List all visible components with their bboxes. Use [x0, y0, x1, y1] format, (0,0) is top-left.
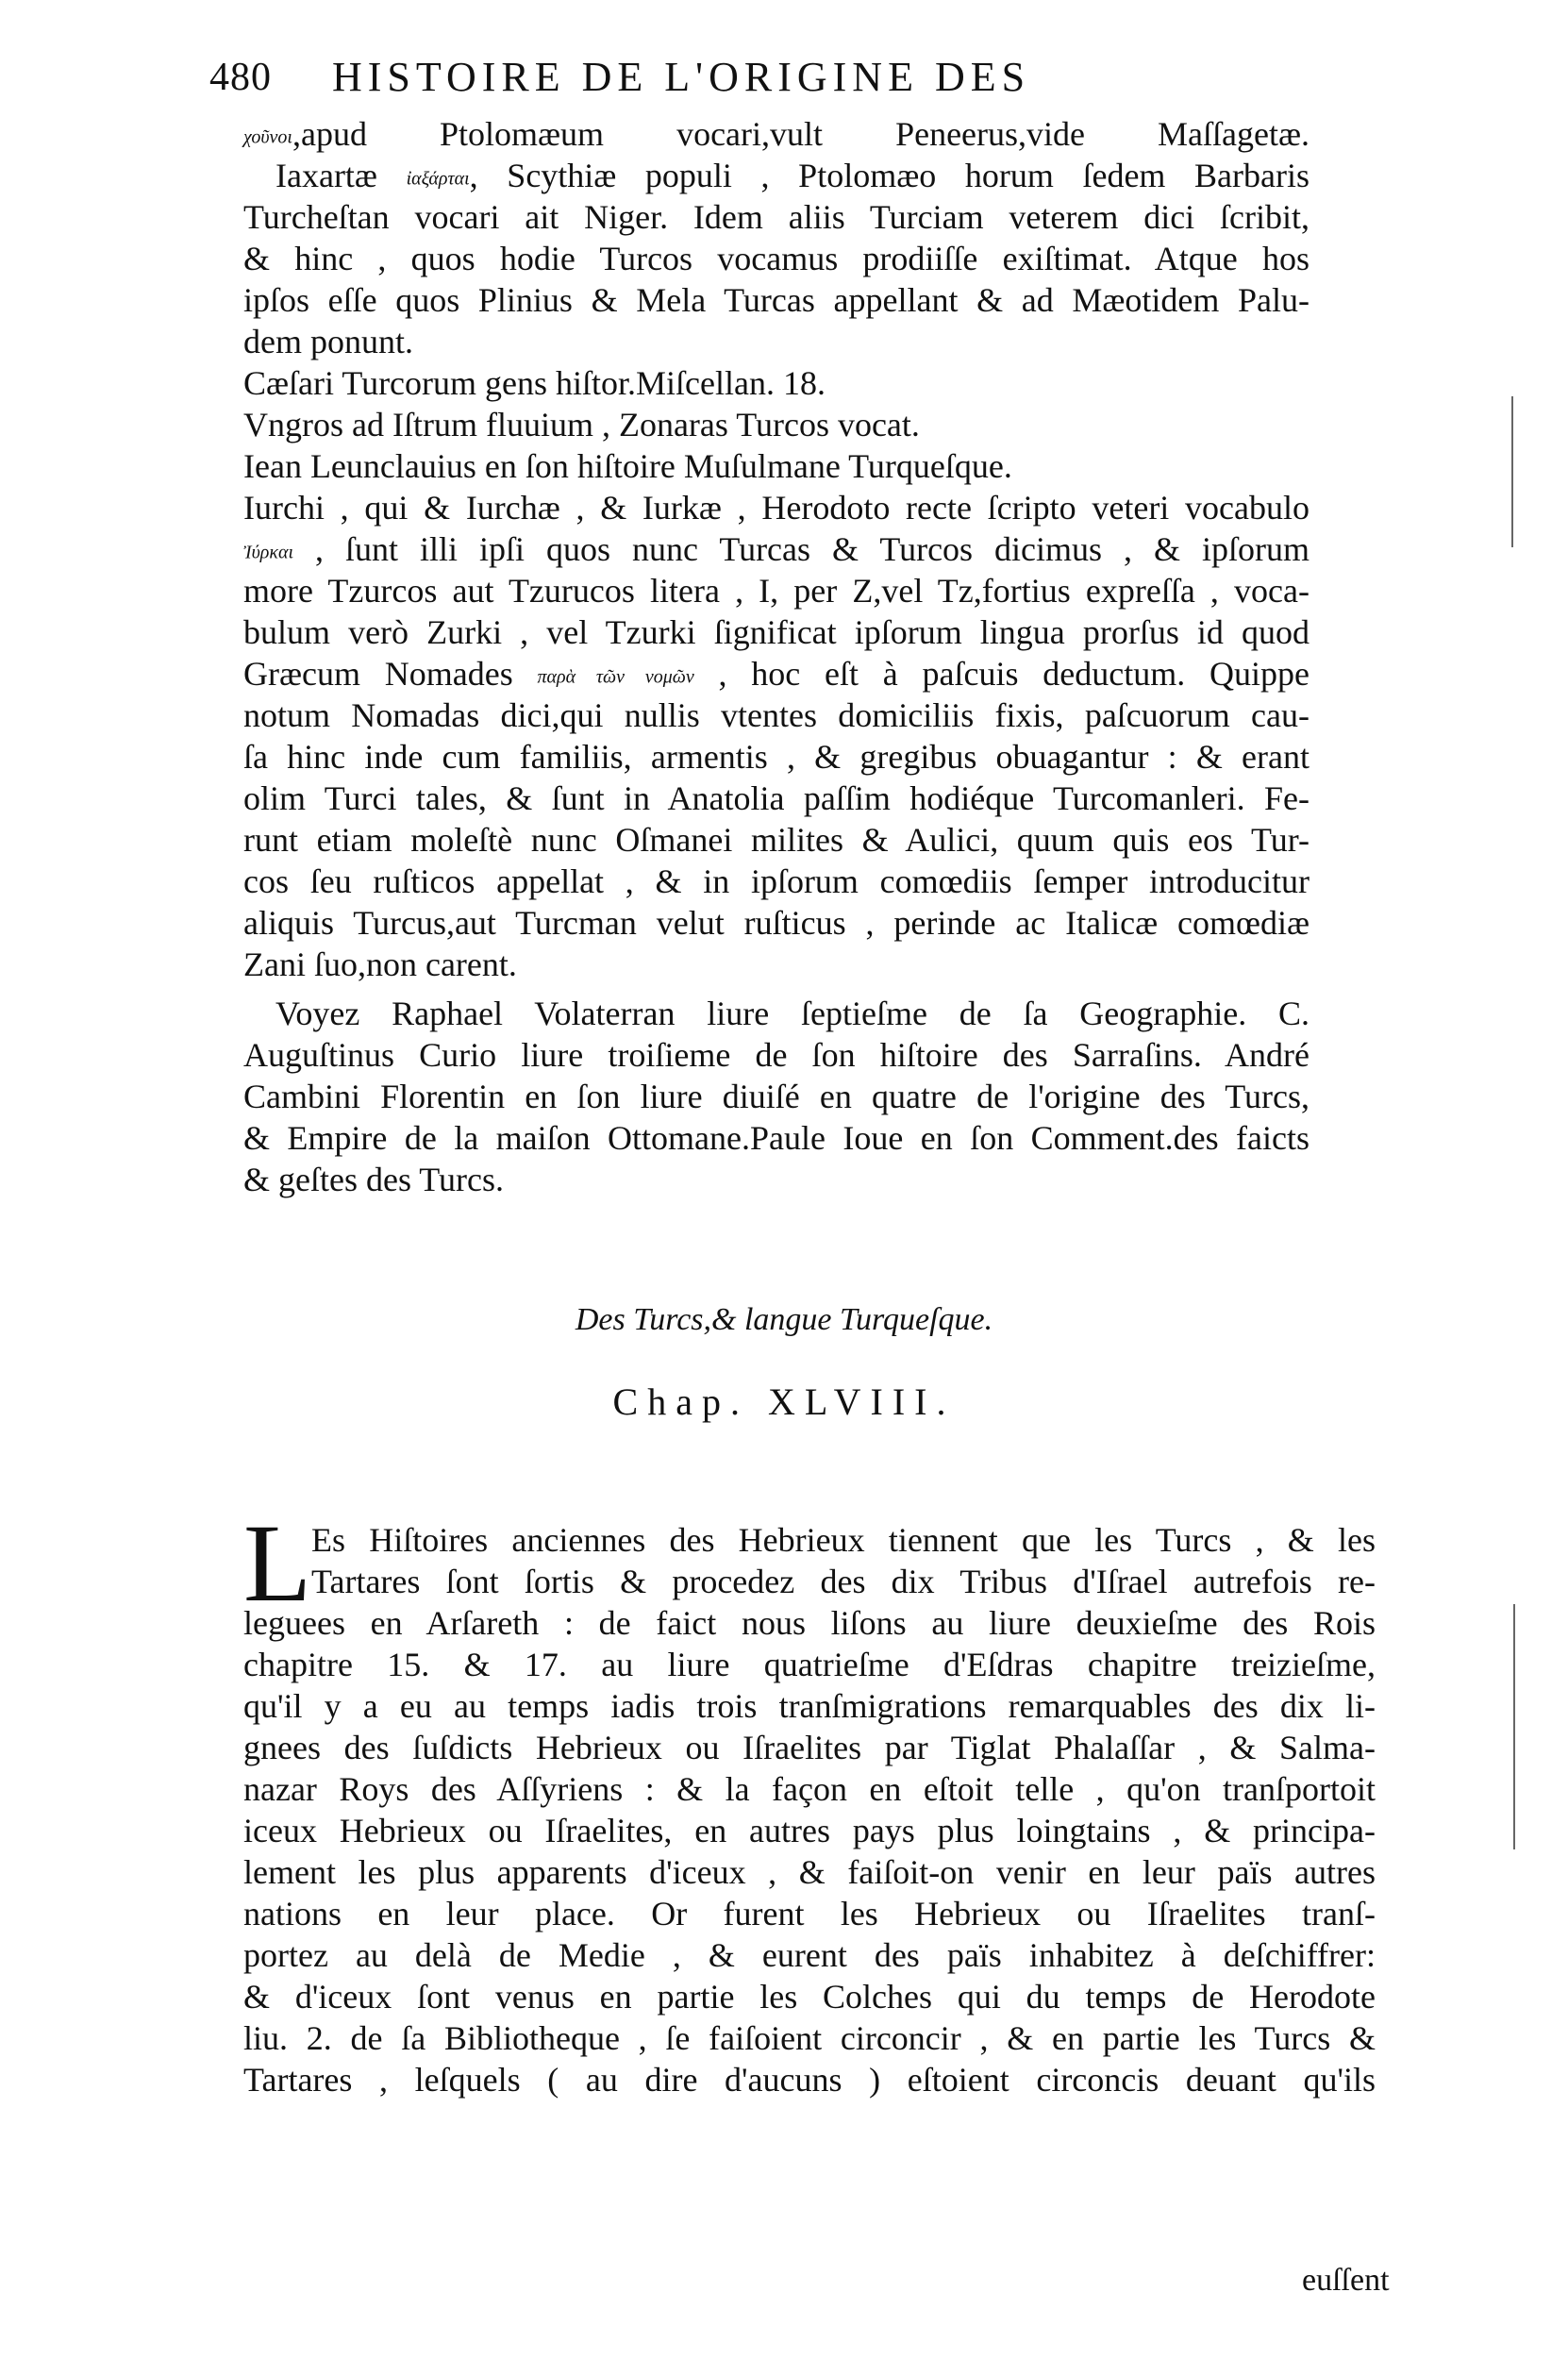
entry-line: bulum verò Zurki , vel Tzurki ſignificat ipſorum lingua prorſus id quod [243, 613, 1309, 651]
entry-line: Cæſari Turcorum gens hiſtor.Miſcellan. 18. [243, 364, 826, 402]
chapter-line: Es Hiſtoires anciennes des Hebrieux tiennent que les Turcs , & les [311, 1521, 1376, 1559]
entry-line: Iaxartæ ἰαξάρται, Scythiæ populi , Ptolomæo horum ſedem Barbaris [275, 157, 1309, 194]
entry-line: notum Nomadas dici,qui nullis vtentes domiciliis fixis, paſcuorum cau- [243, 696, 1309, 734]
entry-line: ſa hinc inde cum familiis, armentis , & gregibus obuagantur : & erant [243, 738, 1309, 776]
chapter-line: nazar Roys des Aſſyriens : & la façon en eſtoit telle , qu'on tranſportoit [243, 1770, 1376, 1808]
chapter-heading: Chap. XLVIII. [612, 1380, 956, 1423]
entry-line: Vngros ad Iſtrum fluuium , Zonaras Turcos vocat. [243, 406, 920, 443]
entry-line: olim Turci tales, & ſunt in Anatolia paſſim hodiéque Turcomanleri. Fe- [243, 779, 1309, 817]
chapter-line: lement les plus apparents d'iceux , & faiſoit-on venir en leur païs autres [243, 1853, 1376, 1891]
page-number: 480 [209, 56, 272, 99]
chapter-line: qu'il y a eu au temps iadis trois tranſmigrations remarquables des dix li- [243, 1687, 1376, 1725]
entry-line: Iean Leunclauius en ſon hiſtoire Muſulmane Turqueſque. [243, 447, 1012, 485]
scan-margin-mark [1513, 1604, 1515, 1849]
entry-line: runt etiam moleſtè nunc Oſmanei milites & Aulici, quum quis eos Tur- [243, 821, 1309, 859]
entry-line: Turcheſtan vocari ait Niger. Idem aliis Turciam veterem dici ſcribit, [243, 198, 1309, 236]
entry-line: Iurchi , qui & Iurchæ , & Iurkæ , Herodoto recte ſcripto veteri vocabulo [243, 489, 1309, 527]
entry-line: & hinc , quos hodie Turcos vocamus prodiiſſe exiſtimat. Atque hos [243, 240, 1309, 277]
chapter-line: nations en leur place. Or furent les Hebrieux ou Iſraelites tranſ- [243, 1895, 1376, 1932]
entry-line: χοῦνοι,apud Ptolomæum vocari,vult Peneerus,vide Maſſagetæ. [243, 115, 1309, 153]
scan-margin-mark [1511, 396, 1513, 547]
entry-line: cos ſeu ruſticos appellat , & in ipſorum comœdiis ſemper introducitur [243, 862, 1309, 900]
entry-line: Zani ſuo,non carent. [243, 945, 517, 983]
chapter-line: iceux Hebrieux ou Iſraelites, en autres pays plus loingtains , & principa- [243, 1812, 1376, 1849]
entry-line: more Tzurcos aut Tzurucos litera , I, per Z,vel Tz,fortius expreſſa , voca- [243, 572, 1309, 610]
chapter-line: Tartares , leſquels ( au dire d'aucuns ) eſtoient circoncis deuant qu'ils [243, 2061, 1376, 2099]
drop-cap: L [243, 1501, 312, 1625]
greek-word: ἰαξάρται [406, 168, 470, 190]
reference-line: & Empire de la maiſon Ottomane.Paule Ioue en ſon Comment.des faicts [243, 1119, 1309, 1157]
greek-word: Ἰύρκαι [243, 542, 294, 563]
entry-line: ipſos eſſe quos Plinius & Mela Turcas appellant & ad Mæotidem Palu- [243, 281, 1309, 319]
chapter-line: leguees en Arſareth : de faict nous liſons au liure deuxieſme des Rois [243, 1604, 1376, 1642]
reference-line: & geſtes des Turcs. [243, 1161, 505, 1198]
chapter-line: chapitre 15. & 17. au liure quatrieſme d'Eſdras chapitre treizieſme, [243, 1646, 1376, 1683]
reference-line: Auguſtinus Curio liure troiſieme de ſon hiſtoire des Sarraſins. André [243, 1036, 1309, 1074]
greek-word: χοῦνοι [243, 126, 292, 148]
chapter-line: gnees des ſuſdicts Hebrieux ou Iſraelites par Tiglat Phalaſſar , & Salma- [243, 1729, 1376, 1766]
chapter-line: portez au delà de Medie , & eurent des païs inhabitez à deſchiffrer: [243, 1936, 1376, 1974]
entry-line: dem ponunt. [243, 323, 413, 360]
reference-line: Voyez Raphael Volaterran liure ſeptieſme de ſa Geographie. C. [275, 995, 1309, 1032]
greek-word: παρὰ τῶν νομῶν [537, 666, 694, 688]
running-title: HISTOIRE DE L'ORIGINE DES [332, 54, 1031, 100]
chapter-line: liu. 2. de ſa Bibliotheque , ſe faiſoient circoncir , & en partie les Turcs & [243, 2019, 1376, 2057]
catchword: euſſent [1302, 2263, 1390, 2298]
chapter-line: Tartares ſont ſortis & procedez des dix Tribus d'Iſrael autrefois re- [311, 1563, 1376, 1600]
entry-line: aliquis Turcus,aut Turcman velut ruſticus , perinde ac Italicæ comœdiæ [243, 904, 1309, 942]
reference-line: Cambini Florentin en ſon liure diuiſé en quatre de l'origine des Turcs, [243, 1078, 1309, 1115]
section-title: Des Turcs,& langue Turqueſque. [575, 1302, 993, 1337]
chapter-line: & d'iceux ſont venus en partie les Colches qui du temps de Herodote [243, 1978, 1376, 2016]
entry-line: Græcum Nomades παρὰ τῶν νομῶν , hoc eſt à paſcuis deductum. Quippe [243, 655, 1310, 693]
entry-line: Ἰύρκαι , ſunt illi ipſi quos nunc Turcas & Turcos dicimus , & ipſorum [243, 530, 1310, 568]
